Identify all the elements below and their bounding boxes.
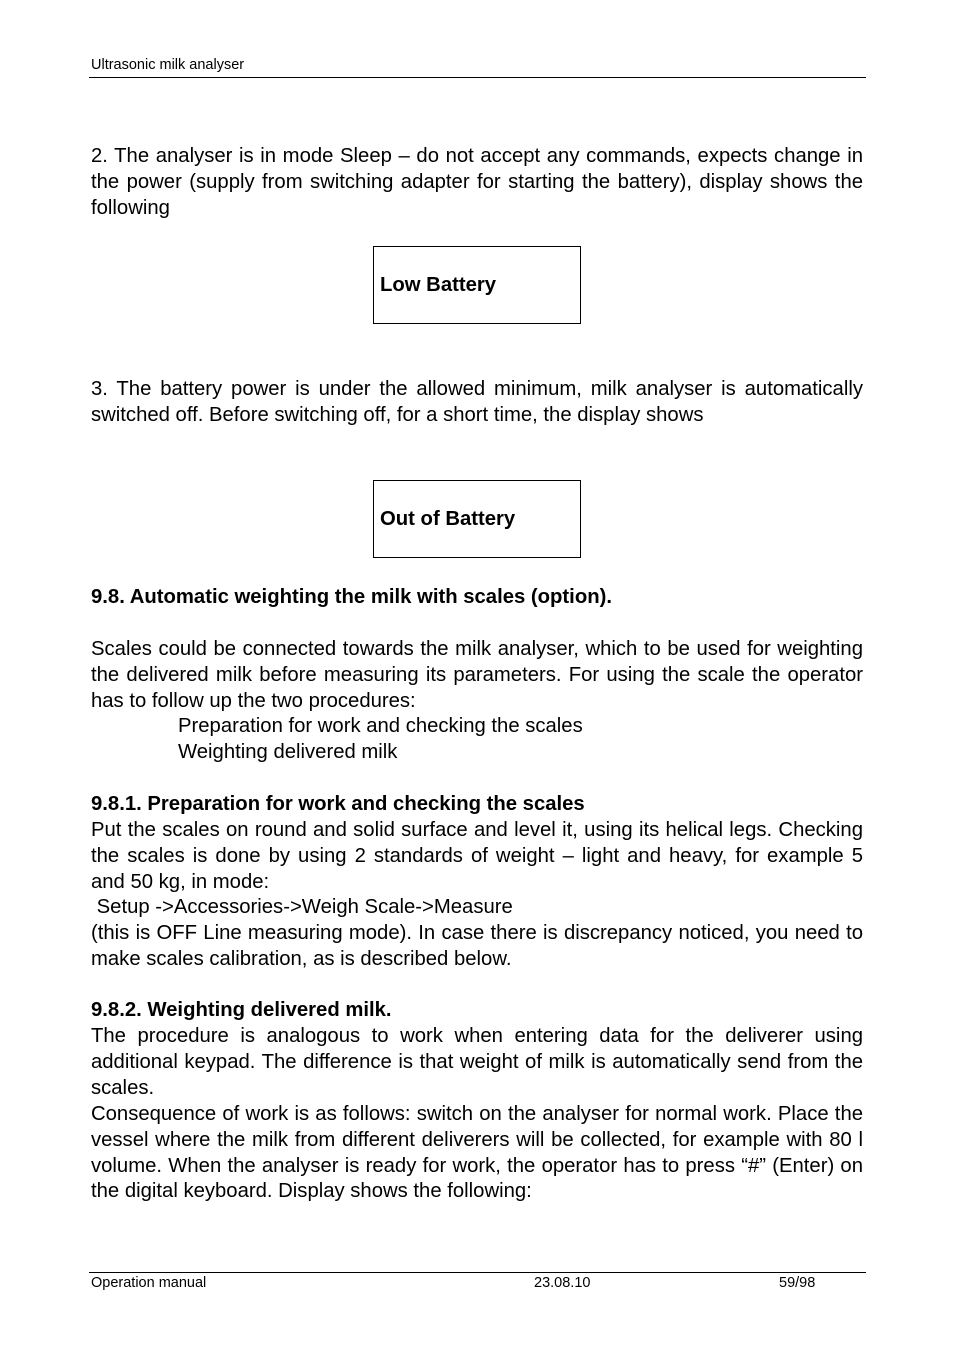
paragraph-preparation: Put the scales on round and solid surface and level it, using its helical legs. Checking the scales is done by using 2 standards of weight – light and heavy, for example 5 and 50 kg, in mode: [91,819,863,893]
display-text: Out of Battery [380,508,516,530]
paragraph-weighting-procedure: The procedure is analogous to work when entering data for the deliverer using additional keypad. The difference is that weight of milk is automatically send from the scales. [91,1025,863,1099]
procedure-item: Weighting delivered milk [178,741,398,763]
paragraph-switch-off: 3. The battery power is under the allowed minimum, milk analyser is automatically switched off. Before switching off, for a short time, the display shows [91,378,863,426]
footer-rule [89,1272,866,1273]
footer-page-number: 59/98 [779,1275,816,1291]
section-heading-9-8: 9.8. Automatic weighting the milk with scales (option). [91,586,612,608]
footer-date: 23.08.10 [534,1275,591,1291]
paragraph-sleep-mode: 2. The analyser is in mode Sleep – do not accept any commands, expects change in the power (supply from switching adapter for starting the battery), display shows the following [91,145,863,219]
header-rule [89,77,866,78]
paragraph-work-sequence: Consequence of work is as follows: switch on the analyser for normal work. Place the vessel where the milk from different deliverers will be collected, for example with 80 l volume. When the analyser is ready for work, the operator has to press “#” (Enter) on the digital keyboard. Display shows the following: [91,1103,863,1203]
paragraph-offline-mode: (this is OFF Line measuring mode). In case there is discrepancy noticed, you need to make scales calibration, as is described below. [91,922,863,970]
paragraph-scales-intro: Scales could be connected towards the milk analyser, which to be used for weighting the delivered milk before measuring its parameters. For using the scale the operator has to follow up the two procedures: [91,638,863,712]
display-text: Low Battery [380,274,497,296]
section-heading-9-8-1: 9.8.1. Preparation for work and checking the scales [91,793,585,815]
menu-path: Setup ->Accessories->Weigh Scale->Measure [91,896,513,918]
display-low-battery [373,246,581,324]
display-out-of-battery [373,480,581,558]
page-header-title: Ultrasonic milk analyser [91,57,245,73]
procedure-item: Preparation for work and checking the scales [178,715,583,737]
section-heading-9-8-2: 9.8.2. Weighting delivered milk. [91,999,392,1021]
footer-doc-title: Operation manual [91,1275,207,1291]
